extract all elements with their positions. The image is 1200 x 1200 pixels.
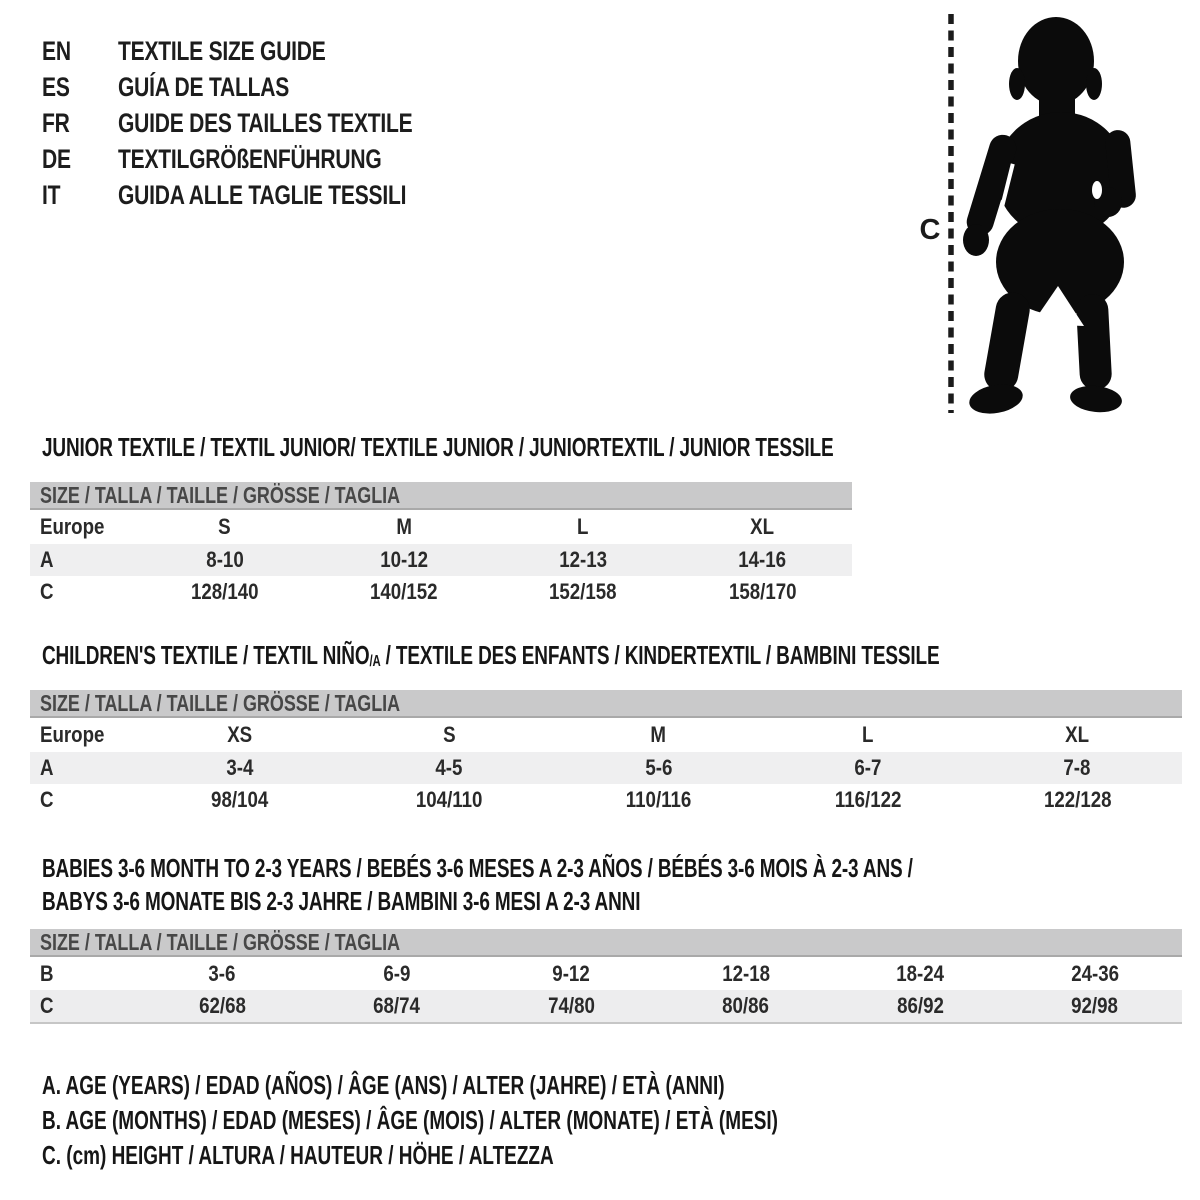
lang-code: DE: [42, 143, 71, 174]
row-label: C: [40, 993, 54, 1018]
legend-line-a: A. AGE (YEARS) / EDAD (AÑOS) / ÂGE (ANS) / ALTER (JAHRE) / ETÀ (ANNI): [42, 1070, 725, 1100]
measure-label-c: C: [919, 214, 941, 246]
table-row-b: [30, 957, 1182, 990]
table-row-a: [30, 544, 852, 576]
row-label: Europe: [40, 722, 105, 747]
size-cell: 7-8: [1063, 755, 1091, 780]
size-cell: 14-16: [738, 547, 787, 572]
size-cell: 122/128: [1043, 787, 1112, 812]
children-size-table: [30, 690, 1182, 816]
size-cell: 68/74: [373, 993, 421, 1018]
row-label: C: [40, 579, 54, 604]
size-cell: 12-13: [559, 547, 608, 572]
size-cell: 6-9: [383, 960, 411, 986]
size-cell: 18-24: [896, 960, 945, 986]
size-cell: XS: [227, 722, 253, 747]
legend-line-b: B. AGE (MONTHS) / EDAD (MESES) / ÂGE (MOIS) / ALTER (MONATE) / ETÀ (MESI): [42, 1105, 778, 1135]
table-row-europe: [30, 510, 852, 544]
size-cell: 8-10: [205, 547, 244, 572]
row-label: Europe: [40, 514, 105, 539]
lang-title: GUIDE DES TAILLES TEXTILE: [118, 107, 413, 138]
size-cell: 92/98: [1071, 993, 1119, 1018]
row-label: A: [40, 547, 54, 572]
lang-code: FR: [42, 107, 70, 138]
baby-silhouette-icon: [963, 17, 1137, 417]
size-cell: 3-4: [226, 755, 254, 780]
size-cell: 9-12: [552, 960, 590, 986]
legend-line-c: C. (cm) HEIGHT / ALTURA / HAUTEUR / HÖHE / ALTEZZA: [42, 1140, 554, 1170]
nino-a-subscript: /A: [369, 652, 381, 670]
size-cell: 4-5: [435, 755, 463, 780]
size-cell: 74/80: [547, 993, 595, 1018]
table-header-bar: [30, 482, 852, 510]
size-cell: 6-7: [854, 755, 882, 780]
table-row-c: [30, 576, 852, 608]
size-cell: 24-36: [1070, 960, 1119, 986]
size-cell: 12-18: [721, 960, 770, 986]
size-cell: M: [396, 514, 412, 539]
size-cell: 152/158: [549, 579, 617, 604]
lang-title: TEXTILGRÖßENFÜHRUNG: [118, 143, 382, 174]
size-cell: XL: [750, 514, 775, 539]
size-cell: L: [862, 722, 874, 747]
table-header-bar: [30, 929, 1182, 957]
lang-row-fr: [42, 105, 496, 141]
lang-title: GUÍA DE TALLAS: [118, 71, 290, 102]
size-cell: S: [218, 514, 231, 539]
hand-gap-cutout: [1092, 181, 1102, 199]
lang-row-es: [42, 69, 496, 105]
lang-code: EN: [42, 35, 71, 66]
row-label: B: [40, 960, 54, 986]
babies-section-heading: BABIES 3-6 MONTH TO 2-3 YEARS / BEBÉS 3-6 MESES A 2-3 AÑOS / BÉBÉS 3-6 MOIS À 2-3 ANS / BABYS 3-6 MONATE BIS 2-3 JAHRE / BAMBINI 3-6 MESI A 2-3 ANNI: [42, 853, 913, 916]
junior-section-heading: JUNIOR TEXTILE / TEXTIL JUNIOR/ TEXTILE JUNIOR / JUNIORTEXTIL / JUNIOR TESSILE: [42, 432, 834, 462]
size-cell: 62/68: [198, 993, 246, 1018]
size-cell: 128/140: [190, 579, 259, 604]
size-cell: 5-6: [644, 755, 673, 780]
row-label: C: [40, 787, 54, 812]
size-cell: 98/104: [211, 787, 269, 812]
size-cell: L: [577, 514, 589, 539]
measure-legend: [42, 1068, 1050, 1173]
size-header-label: SIZE / TALLA / TAILLE / GRÖSSE / TAGLIA: [40, 928, 401, 955]
size-header-label: SIZE / TALLA / TAILLE / GRÖSSE / TAGLIA: [40, 481, 401, 508]
babies-size-table: [30, 929, 1182, 1024]
children-section-heading: CHILDREN'S TEXTILE / TEXTIL NIÑO/A / TEXTILE DES ENFANTS / KINDERTEXTIL / BAMBINI TESSILE: [42, 640, 940, 670]
lang-title: TEXTILE SIZE GUIDE: [118, 35, 326, 66]
table-row-europe: [30, 718, 1182, 752]
lang-row-de: [42, 141, 496, 177]
lang-title: GUIDA ALLE TAGLIE TESSILI: [118, 179, 407, 210]
height-measure-figure: [880, 0, 1180, 440]
size-cell: 80/86: [722, 993, 770, 1018]
size-cell: M: [650, 722, 667, 747]
size-cell: 104/110: [415, 787, 483, 812]
lang-code: ES: [42, 71, 70, 102]
size-cell: 86/92: [896, 993, 944, 1018]
table-header-bar: [30, 690, 1182, 718]
language-list: [42, 33, 496, 213]
size-cell: XL: [1065, 722, 1090, 747]
row-label: A: [40, 755, 54, 780]
size-header-label: SIZE / TALLA / TAILLE / GRÖSSE / TAGLIA: [40, 689, 401, 716]
lang-row-it: [42, 177, 496, 213]
table-row-c: [30, 990, 1182, 1024]
size-cell: S: [442, 722, 456, 747]
size-cell: 10-12: [379, 547, 428, 572]
lang-code: IT: [42, 179, 61, 210]
size-cell: 3-6: [208, 960, 236, 986]
junior-size-table: [30, 482, 852, 608]
size-cell: 140/152: [370, 579, 438, 604]
lang-row-en: [42, 33, 496, 69]
size-cell: 116/122: [834, 787, 902, 812]
size-cell: 158/170: [728, 579, 797, 604]
table-row-c: [30, 784, 1182, 816]
size-cell: 110/116: [625, 787, 692, 812]
table-row-a: [30, 752, 1182, 784]
